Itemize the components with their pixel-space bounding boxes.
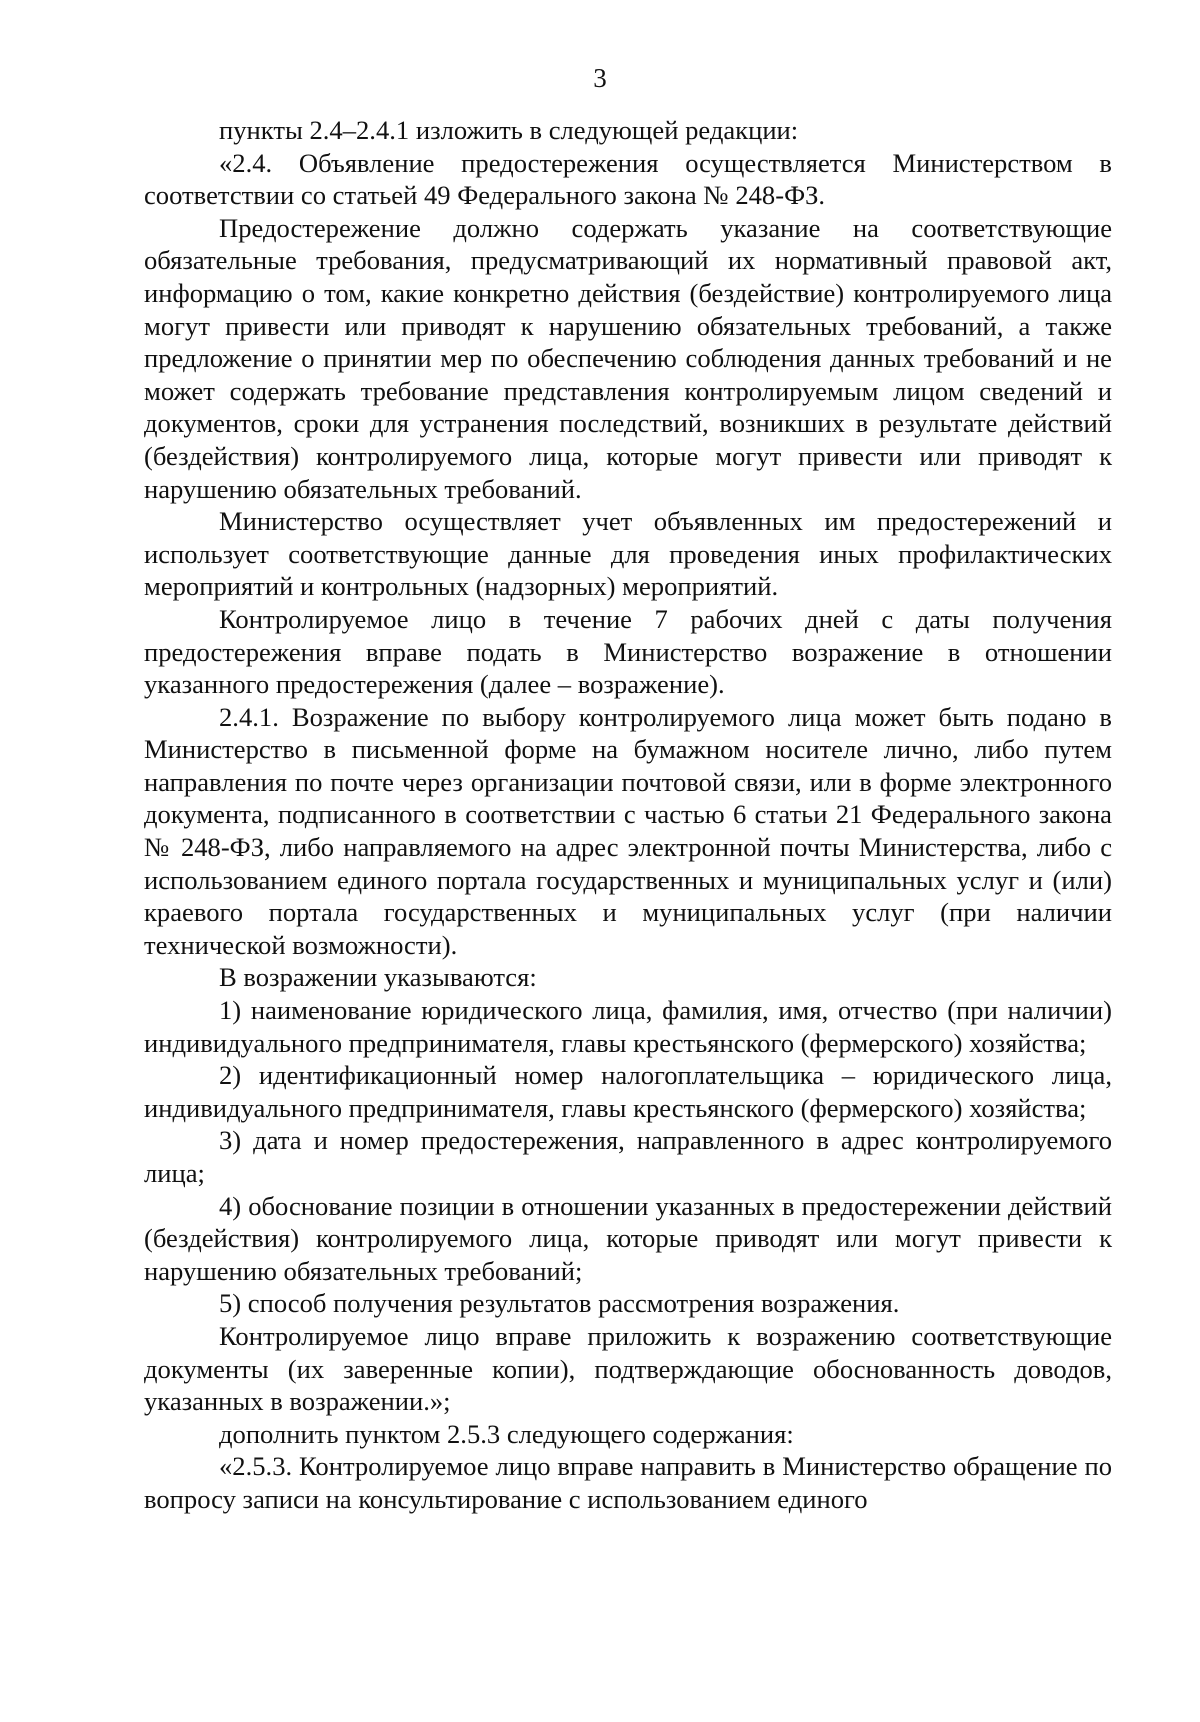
paragraph: Предостережение должно содержать указание на соответствующие обязательные требования, предусматривающий их нормативный правовой акт, информацию о том, какие конкретно действия (бездействие) контролируемого лица могут привести или приводят к нарушению обязательных требований, а также предложение о принятии мер по обеспечению соблюдения данных требований и не может содержать требование представления контролируемым лицом сведений и документов, сроки для устранения последствий, возникших в результате действий (бездействия) контролируемого лица, которые могут привести или приводят к нарушению обязательных требований. bbox=[144, 212, 1112, 504]
document-body bbox=[144, 114, 1112, 1516]
paragraph: «2.4. Объявление предостережения осуществляется Министерством в соответствии со статьей 49 Федерального закона № 248-ФЗ. bbox=[144, 147, 1112, 211]
list-item: 1) наименование юридического лица, фамилия, имя, отчество (при наличии) индивидуального предпринимателя, главы крестьянского (фермерского) хозяйства; bbox=[144, 995, 1112, 1058]
paragraph: 2.4.1. Возражение по выбору контролируемого лица может быть подано в Министерство в письменной форме на бумажном носителе лично, либо путем направления по почте через организации почтовой связи, или в форме электронного документа, подписанного в соответствии с частью 6 статьи 21 Федерального закона № 248-ФЗ, либо направляемого на адрес электронной почты Министерства, либо с использованием единого портала государственных и муниципальных услуг и (или) краевого портала государственных и муниципальных услуг (при наличии технической возможности). bbox=[144, 701, 1112, 960]
paragraph: Контролируемое лицо вправе приложить к возражению соответствующие документы (их заверенные копии), подтверждающие обоснованность доводов, указанных в возражении.»; bbox=[144, 1320, 1112, 1417]
paragraph: Контролируемое лицо в течение 7 рабочих дней с даты получения предостережения вправе подать в Министерство возражение в отношении указанного предостережения (далее – возражение). bbox=[144, 603, 1112, 700]
list-item: 3) дата и номер предостережения, направленного в адрес контролируемого лица; bbox=[144, 1125, 1112, 1188]
paragraph: Министерство осуществляет учет объявленных им предостережений и использует соответствующие данные для проведения иных профилактических мероприятий и контрольных (надзорных) мероприятий. bbox=[144, 506, 1112, 602]
list-item: 2) идентификационный номер налогоплательщика – юридического лица, индивидуального предпринимателя, главы крестьянского (фермерского) хозяйства; bbox=[144, 1060, 1112, 1123]
list-item: 5) способ получения результатов рассмотрения возражения. bbox=[219, 1288, 900, 1319]
paragraph: дополнить пунктом 2.5.3 следующего содержания: bbox=[219, 1418, 794, 1449]
paragraph: В возражении указываются: bbox=[219, 962, 537, 993]
list-item: 4) обоснование позиции в отношении указанных в предостережении действий (бездействия) контролируемого лица, которые приводят или могут привести к нарушению обязательных требований; bbox=[144, 1190, 1112, 1286]
page-number: 3 bbox=[593, 63, 607, 93]
paragraph: пункты 2.4–2.4.1 изложить в следующей редакции: bbox=[219, 115, 799, 145]
paragraph: «2.5.3. Контролируемое лицо вправе направить в Министерство обращение по вопросу записи на консультирование с использованием единого bbox=[144, 1451, 1112, 1514]
